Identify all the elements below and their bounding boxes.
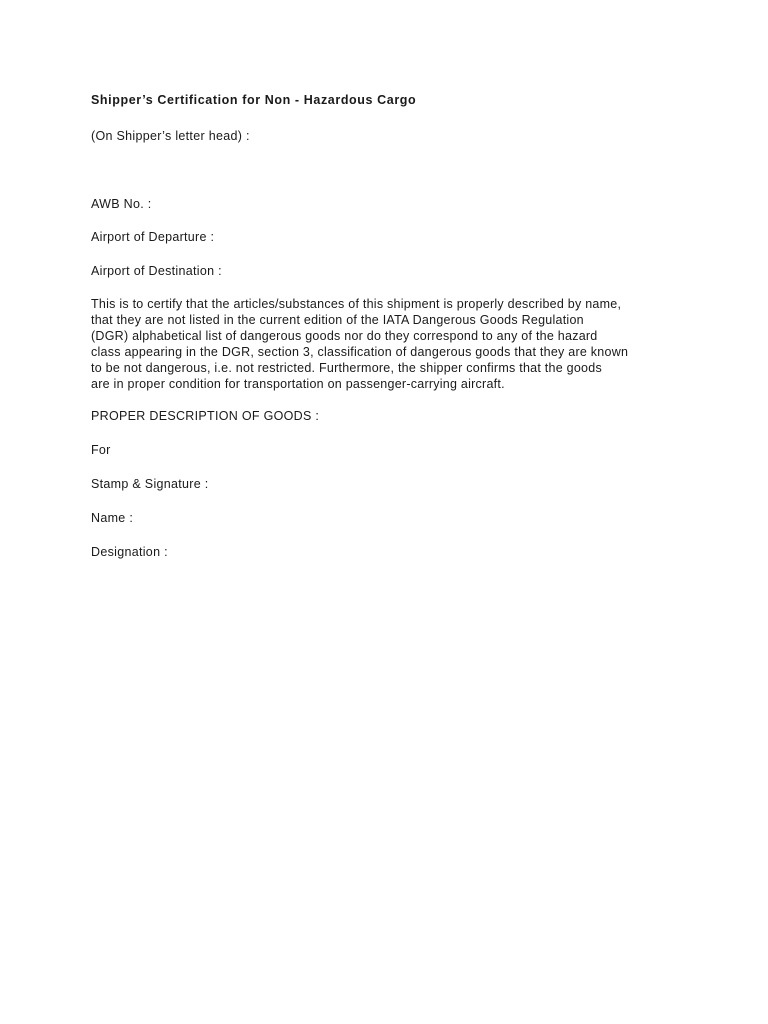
- name-field: Name :: [91, 511, 134, 525]
- letterhead-note: (On Shipper’s letter head) :: [91, 129, 250, 143]
- proper-description-of-goods-field: PROPER DESCRIPTION OF GOODS :: [91, 409, 320, 423]
- airport-of-departure-field: Airport of Departure :: [91, 230, 215, 244]
- certification-line: to be not dangerous, i.e. not restricted. Furthermore, the shipper confirms that the goods: [91, 361, 602, 375]
- stamp-and-signature-field: Stamp & Signature :: [91, 477, 209, 491]
- certification-line: class appearing in the DGR, section 3, classification of dangerous goods that they are known: [91, 345, 629, 359]
- certification-line: This is to certify that the articles/substances of this shipment is properly described by name,: [91, 297, 622, 311]
- document-title: Shipper’s Certification for Non - Hazardous Cargo: [91, 93, 417, 107]
- certification-line: are in proper condition for transportation on passenger-carrying aircraft.: [91, 377, 505, 391]
- airport-of-destination-field: Airport of Destination :: [91, 264, 222, 278]
- awb-number-field: AWB No. :: [91, 197, 152, 211]
- for-label: For: [91, 443, 111, 457]
- certification-line: (DGR) alphabetical list of dangerous goods nor do they correspond to any of the hazard: [91, 329, 598, 343]
- certification-line: that they are not listed in the current edition of the IATA Dangerous Goods Regulation: [91, 313, 584, 327]
- certification-paragraph: [91, 296, 691, 392]
- designation-field: Designation :: [91, 545, 168, 559]
